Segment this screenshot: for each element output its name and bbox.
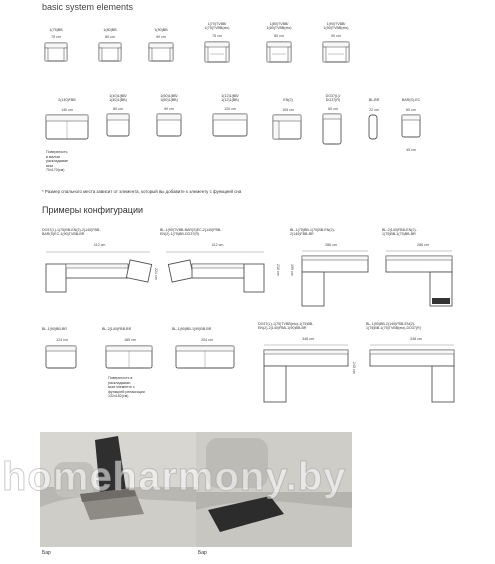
element-width: 105 cm [282,108,294,113]
config-code: DO37(L)-1(75)TVBB(elo)-1(75)BB- EN(2)-2(140)FBB-1(90)BB-BR [258,322,314,331]
watermark-text: homeharmony.by [2,455,347,499]
element-code: 2(140)FBB [58,98,76,102]
element-width: 75 cm [212,33,222,38]
config-card [258,322,358,411]
sofa-module-icon [42,41,70,63]
corner-module-icon [270,113,306,141]
element-card [42,98,92,172]
element-width: 90 cm [164,106,174,111]
element-card [318,22,354,69]
sofa-configuration-diagram [42,344,82,370]
element-card [320,94,346,151]
config-code: BL-2(140)FBB-EN(2)- 1(75)BB-1(75)BB-BR [382,228,417,237]
config-code: BL-1(75)BB-1(70)BB-EN(2)- 2(140)FBB-BR [290,228,335,237]
config-depth: 243 cm [352,362,356,374]
sofa-configuration-diagram [172,344,242,370]
sofa-module-icon [146,41,176,63]
config-depth: 199 cm [290,264,294,276]
config-depth: 210 cm [276,264,280,276]
photo-caption: Бар [198,550,207,556]
examples-title: Примеры конфигурации [42,205,144,215]
config-width: 348 cm [410,336,422,341]
element-code: 1(80)BB [103,28,117,32]
element-code: 1(90)BB [154,28,168,32]
footnote: * Размер спального места зависит от элемента, который вы добавите к элементу с функцией сна [42,189,242,194]
element-note: Поверхность в малом раскладывае мом 70х170(см) [46,150,69,173]
element-width-secondary: 45 cm [406,148,416,153]
config-card [160,228,280,298]
element-code: 1(12)1(BB/ 1(12)1(BB) [221,94,239,103]
config-width: 412 cm [93,242,106,247]
element-card [154,94,184,145]
sofa-configuration-diagram [366,342,466,406]
element-width: 120 cm [224,106,236,111]
element-width: 140 cm [61,108,73,113]
config-width: 185 cm [124,338,136,343]
element-width: 90 cm [331,33,341,38]
recliner-module-icon [262,40,296,64]
config-width: 286 cm [417,242,429,247]
config-depth: 224 cm [154,268,158,280]
element-code: 1(70)TVBB/ 1(75)TVBB(elo) [204,22,230,31]
armrest-icon [364,113,384,141]
sofa-configuration-diagram [102,344,158,370]
element-card [364,98,384,146]
recliner-module-icon [318,40,354,64]
sofa-configuration-diagram [42,248,157,293]
bar-module-icon [398,113,424,143]
storage-module-icon [210,112,250,140]
config-width: 348 cm [302,336,314,341]
config-card [382,228,464,315]
element-card [262,22,296,69]
element-code: 1(80)TVBB/ 1(80)TVBB(elo) [266,22,292,31]
config-card [290,228,372,315]
element-code: EN(2) [283,98,293,102]
element-card [200,22,234,69]
sofa-configuration-diagram [290,248,372,310]
storage-module-icon [154,112,184,140]
config-card [42,327,82,375]
page-title: basic system elements [42,2,134,12]
element-code: 1(60)1(BB/ 1(60)1(BB) [160,94,178,103]
config-code: BL-1(90)BB-2(140)FBB-EN(2)- 1(75)BB-1(75)TVBB(elo)-DO37(R) [366,322,421,331]
sofa-bed-module-icon [42,113,92,141]
element-width: 75 cm [51,35,61,40]
element-code: 1(40)1(BB/ 1(40)1(BB) [109,94,127,103]
config-width: 204 cm [201,338,213,343]
config-card [366,322,466,411]
element-width: 80 cm [105,35,115,40]
element-code: DO37(L)/ DO37(R) [325,94,341,103]
config-code: BL-1(90)BB-BR [42,327,67,331]
element-card [270,98,306,146]
sofa-configuration-diagram [258,342,358,406]
element-card [398,98,424,152]
element-code: BAR(S)-EC [401,98,421,102]
config-code: BL-1(90)BB-1(90)BB-BR [172,327,212,331]
config-card [42,228,157,298]
config-width: 412 cm [211,242,224,247]
element-card [104,94,132,145]
sofa-configuration-diagram [382,248,464,310]
config-card [102,327,158,398]
chaise-module-icon [320,112,346,146]
element-code: 1(75)BB [49,28,63,32]
config-width: 286 cm [325,242,337,247]
sofa-module-icon [96,41,124,63]
element-code: 1(90)TVBB/ 1(90)TVBB(elo) [323,22,349,31]
config-code: DO37(L)-1(75)BB-EN(2)-2(140)FBB- BAR(S)EC-1(90)TVBB-BR [42,228,101,237]
element-width: 22 cm [369,108,379,113]
element-card [96,28,124,68]
element-width: 80 cm [113,106,123,111]
element-width: 60 cm [406,108,416,113]
config-note: Поверхность в раскладывае- мом элементе с функцией релаксации 132х182(см) [108,376,145,399]
recliner-module-icon [200,40,234,64]
element-code: BL-BR [368,98,380,102]
config-width: 124 cm [56,338,68,343]
element-width: 80 cm [274,33,284,38]
config-card [172,327,242,375]
photo-caption: Бар [42,550,51,556]
config-code: BL-2(140)FBB-BR [102,327,132,331]
element-width: 90 cm [156,35,166,40]
storage-module-icon [104,112,132,140]
element-card [210,94,250,145]
sofa-configuration-diagram [160,248,275,293]
element-card [146,28,176,68]
element-width: 60 cm [328,106,338,111]
config-code: BL-1(90)TVBB-BAR(S)EC-2(140)FBB- EN(2)-1(75)BB-DO37(R) [160,228,222,237]
element-card [42,28,70,68]
